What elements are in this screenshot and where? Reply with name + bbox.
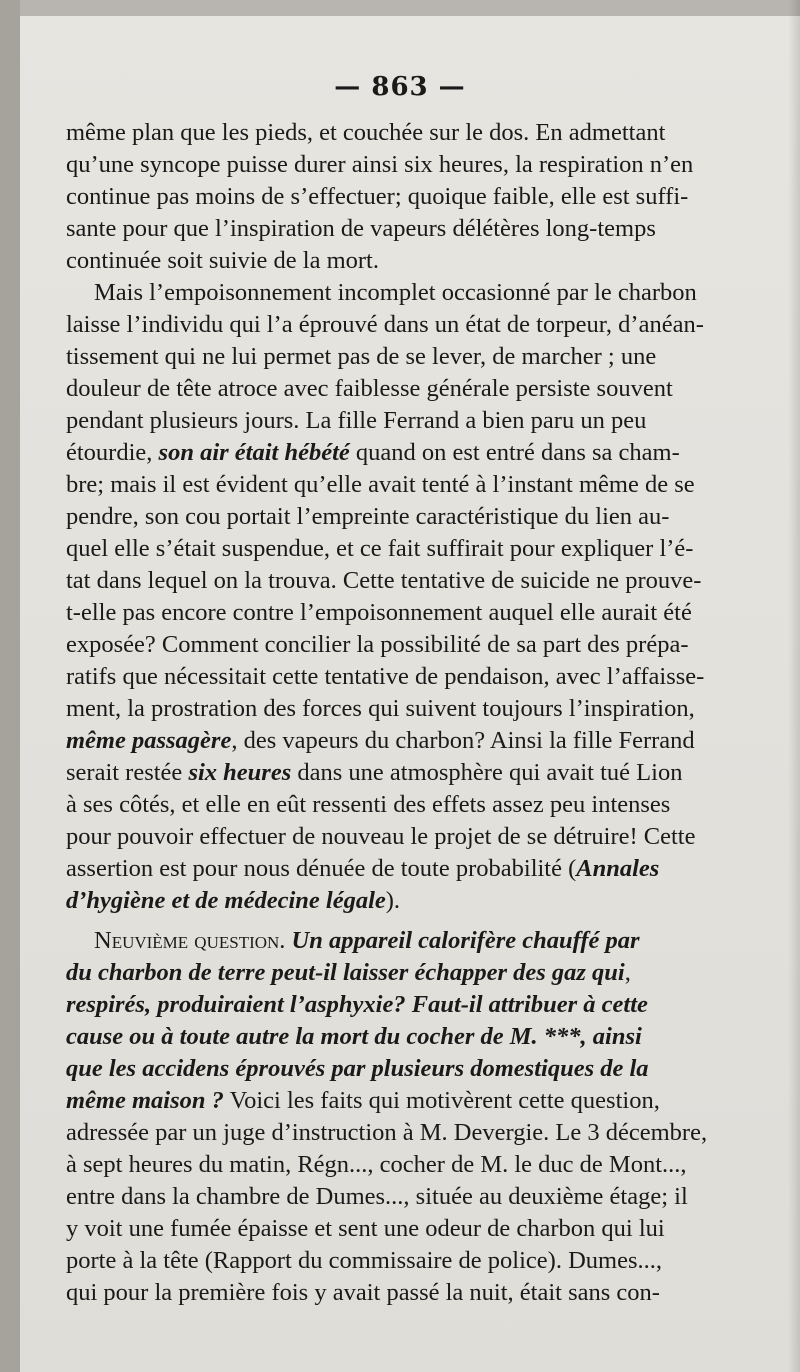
text-line bbox=[66, 853, 748, 885]
page-number: — 863 — bbox=[334, 72, 466, 102]
text-line: laisse l’individu qui l’a éprouvé dans un état de torpeur, d’anéan- bbox=[66, 311, 704, 338]
page-top-edge bbox=[20, 0, 800, 16]
text-line: bre; mais il est évident qu’elle avait tenté à l’instant même de se bbox=[66, 471, 695, 498]
text-line: t-elle pas encore contre l’empoisonnement auquel elle aurait été bbox=[66, 599, 692, 626]
page-right-shadow bbox=[788, 0, 800, 1372]
text-segment: du charbon de terre peut-il laisser échapper des gaz qui bbox=[66, 959, 625, 986]
text-line: tat dans lequel on la trouva. Cette tentative de suicide ne prouve- bbox=[66, 567, 702, 594]
text-line: ratifs que nécessitait cette tentative de pendaison, avec l’affaisse- bbox=[66, 663, 705, 690]
text-line: à sept heures du matin, Régn..., cocher de M. le duc de Mont..., bbox=[66, 1151, 687, 1178]
text-segment: Voici les faits qui motivèrent cette question, bbox=[223, 1087, 660, 1114]
text-line: porte à la tête (Rapport du commissaire de police). Dumes..., bbox=[66, 1247, 662, 1274]
text-line: ment, la prostration des forces qui suivent toujours l’inspiration, bbox=[66, 695, 695, 722]
text-segment: étourdie, bbox=[66, 439, 159, 466]
text-segment: Un appareil calorifère chauffé par bbox=[285, 927, 640, 954]
text-line bbox=[66, 725, 748, 757]
text-line: sante pour que l’inspiration de vapeurs délétères long-temps bbox=[66, 215, 656, 242]
text-segment: même maison ? bbox=[66, 1087, 224, 1114]
text-segment: que les accidens éprouvés par plusieurs domestiques de la bbox=[66, 1055, 649, 1082]
text-line bbox=[66, 437, 748, 469]
text-segment: d’hygiène et de médecine légale bbox=[66, 887, 386, 914]
text-segment: serait restée bbox=[66, 759, 189, 786]
text-line: pendant plusieurs jours. La fille Ferrand a bien paru un peu bbox=[66, 407, 647, 434]
text-line bbox=[66, 957, 748, 989]
text-line: adressée par un juge d’instruction à M. Devergie. Le 3 décembre, bbox=[66, 1119, 708, 1146]
text-segment: même passagère bbox=[66, 727, 232, 754]
page-left-edge bbox=[0, 0, 20, 1372]
text-line bbox=[66, 925, 748, 957]
text-segment: six heures bbox=[188, 759, 292, 786]
text-segment: , des vapeurs du charbon? Ainsi la fille Ferrand bbox=[231, 727, 695, 754]
text-line: continuée soit suivie de la mort. bbox=[66, 247, 379, 274]
text-segment: ). bbox=[385, 887, 401, 914]
text-segment: assertion est pour nous dénuée de toute probabilité ( bbox=[66, 855, 577, 882]
text-line: tissement qui ne lui permet pas de se lever, de marcher ; une bbox=[66, 343, 657, 370]
text-line bbox=[66, 1053, 748, 1085]
text-line bbox=[66, 885, 748, 917]
text-line bbox=[66, 989, 748, 1021]
text-segment: cause ou à toute autre la mort du cocher de M. ***, ainsi bbox=[66, 1023, 642, 1050]
text-line: pour pouvoir effectuer de nouveau le projet de se détruire! Cette bbox=[66, 823, 696, 850]
text-line: exposée? Comment concilier la possibilité de sa part des prépa- bbox=[66, 631, 689, 658]
text-line: pendre, son cou portait l’empreinte caractéristique du lien au- bbox=[66, 503, 670, 530]
text-segment: Annales bbox=[576, 855, 660, 882]
text-line: y voit une fumée épaisse et sent une odeur de charbon qui lui bbox=[66, 1215, 665, 1242]
text-line: à ses côtés, et elle en eût ressenti des effets assez peu intenses bbox=[66, 791, 671, 818]
text-segment: respirés, produiraient l’asphyxie? Faut-il attribuer à cette bbox=[66, 991, 648, 1018]
text-line: même plan que les pieds, et couchée sur le dos. En admettant bbox=[66, 119, 666, 146]
text-line: qui pour la première fois y avait passé la nuit, était sans con- bbox=[66, 1279, 660, 1306]
text-line: quel elle s’était suspendue, et ce fait suffirait pour expliquer l’é- bbox=[66, 535, 694, 562]
text-line bbox=[66, 1021, 748, 1053]
text-segment: Neuvième question. bbox=[94, 927, 286, 954]
text-line: douleur de tête atroce avec faiblesse générale persiste souvent bbox=[66, 375, 673, 402]
page-body-text bbox=[66, 117, 748, 1309]
text-line: qu’une syncope puisse durer ainsi six heures, la respiration n’en bbox=[66, 151, 694, 178]
text-segment: quand on est entré dans sa cham- bbox=[349, 439, 680, 466]
text-line: continue pas moins de s’effectuer; quoique faible, elle est suffi- bbox=[66, 183, 689, 210]
text-segment: dans une atmosphère qui avait tué Lion bbox=[291, 759, 683, 786]
text-line: Mais l’empoisonnement incomplet occasionné par le charbon bbox=[94, 279, 697, 306]
text-line bbox=[66, 757, 748, 789]
paragraph-gap bbox=[66, 917, 748, 925]
text-line bbox=[66, 1085, 748, 1117]
text-segment: , bbox=[624, 959, 631, 986]
text-segment: son air était hébété bbox=[158, 439, 350, 466]
text-line: entre dans la chambre de Dumes..., située au deuxième étage; il bbox=[66, 1183, 688, 1210]
